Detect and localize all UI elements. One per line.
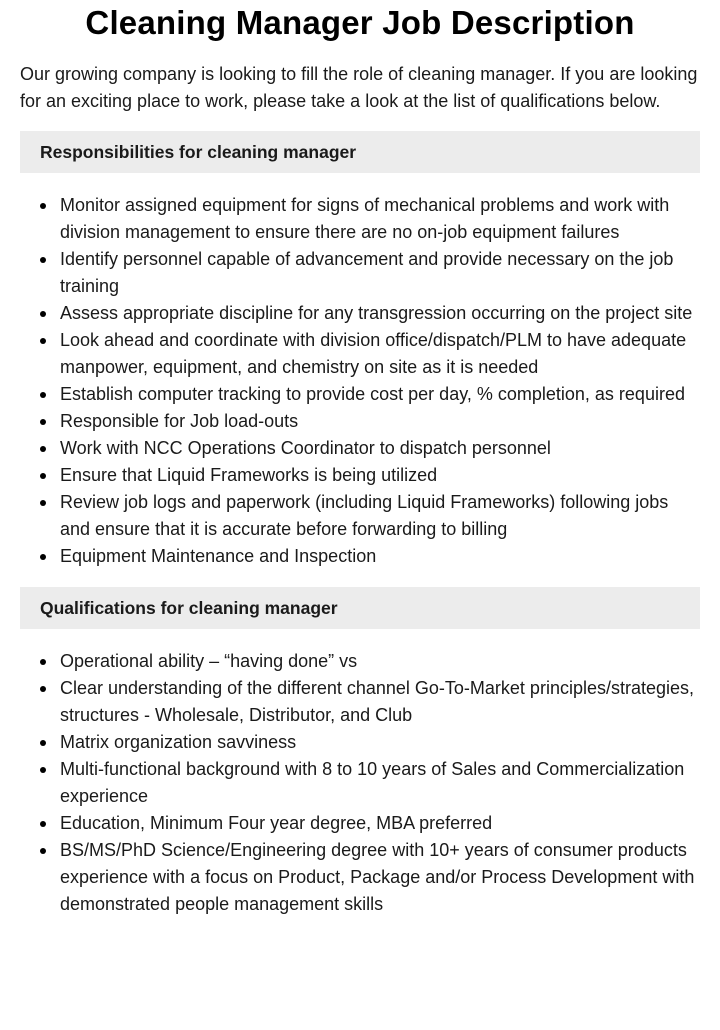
bullet-icon — [40, 848, 46, 854]
bullet-icon — [40, 311, 46, 317]
list-item — [20, 648, 700, 675]
bullet-icon — [40, 419, 46, 425]
list-item — [20, 756, 700, 810]
qualifications-list — [20, 648, 700, 918]
list-item — [20, 543, 700, 570]
responsibilities-heading: Responsibilities for cleaning manager — [20, 131, 700, 173]
list-item-text: BS/MS/PhD Science/Engineering degree with 10+ years of consumer products experience with a focus on Product, Package and/or Process Development with demonstrated people management skills — [60, 840, 695, 914]
list-item — [20, 462, 700, 489]
list-item-text: Education, Minimum Four year degree, MBA preferred — [60, 813, 493, 833]
bullet-icon — [40, 500, 46, 506]
list-item-text: Responsible for Job load-outs — [60, 411, 299, 431]
bullet-icon — [40, 446, 46, 452]
bullet-icon — [40, 767, 46, 773]
list-item-text: Look ahead and coordinate with division office/dispatch/PLM to have adequate manpower, equipment, and chemistry on site as it is needed — [60, 330, 687, 377]
list-item-text: Ensure that Liquid Frameworks is being utilized — [60, 465, 438, 485]
list-item-text: Matrix organization savviness — [60, 732, 297, 752]
list-item-text: Establish computer tracking to provide cost per day, % completion, as required — [60, 384, 685, 404]
list-item — [20, 246, 700, 300]
list-item-text: Review job logs and paperwork (including Liquid Frameworks) following jobs and ensure that it is accurate before forwarding to billing — [60, 492, 669, 539]
list-item — [20, 435, 700, 462]
intro-paragraph: Our growing company is looking to fill the role of cleaning manager. If you are looking for an exciting place to work, please take a look at the list of qualifications below. — [20, 64, 698, 111]
list-item-text: Operational ability – “having done” vs — [60, 651, 358, 671]
bullet-icon — [40, 554, 46, 560]
list-item — [20, 489, 700, 543]
list-item — [20, 381, 700, 408]
bullet-icon — [40, 338, 46, 344]
list-item-text: Identify personnel capable of advancement and provide necessary on the job training — [60, 249, 674, 296]
bullet-icon — [40, 203, 46, 209]
list-item-text: Multi-functional background with 8 to 10 years of Sales and Commercialization experience — [60, 759, 685, 806]
list-item-text: Clear understanding of the different channel Go-To-Market principles/strategies, structures - Wholesale, Distributor, and Club — [60, 678, 695, 725]
bullet-icon — [40, 257, 46, 263]
list-item — [20, 192, 700, 246]
responsibilities-list — [20, 192, 700, 570]
bullet-icon — [40, 392, 46, 398]
bullet-icon — [40, 686, 46, 692]
list-item — [20, 408, 700, 435]
bullet-icon — [40, 740, 46, 746]
list-item — [20, 837, 700, 918]
list-item — [20, 675, 700, 729]
list-item — [20, 300, 700, 327]
list-item-text: Equipment Maintenance and Inspection — [60, 546, 377, 566]
page-title: Cleaning Manager Job Description — [85, 4, 635, 41]
list-item — [20, 729, 700, 756]
list-item-text: Work with NCC Operations Coordinator to dispatch personnel — [60, 438, 551, 458]
qualifications-heading: Qualifications for cleaning manager — [20, 587, 700, 629]
bullet-icon — [40, 473, 46, 479]
bullet-icon — [40, 821, 46, 827]
bullet-icon — [40, 659, 46, 665]
list-item — [20, 810, 700, 837]
list-item-text: Assess appropriate discipline for any transgression occurring on the project site — [60, 303, 693, 323]
list-item — [20, 327, 700, 381]
list-item-text: Monitor assigned equipment for signs of mechanical problems and work with division management to ensure there are no on-job equipment failures — [60, 195, 670, 242]
